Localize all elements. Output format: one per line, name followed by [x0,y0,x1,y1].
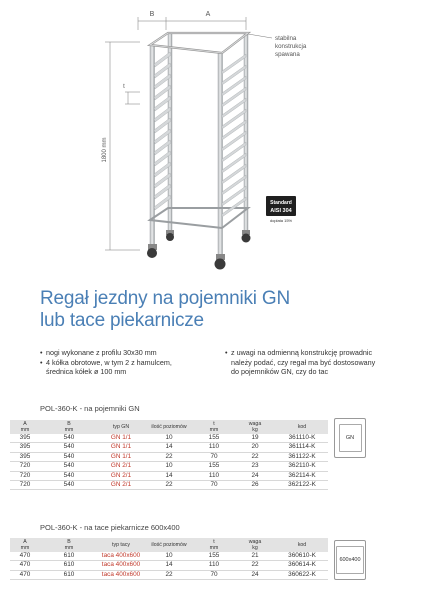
table-row: 470 610 taca 400x600 10 155 21 360610-K [10,552,328,561]
gn-icon-label: GN [345,435,355,441]
col-header: A mm [10,420,40,434]
section1-title: POL-360-K - na pojemniki GN [40,404,140,413]
badge-line3: dopłata 15% [269,218,293,223]
tray-icon-label: 600x400 [339,557,361,563]
col-header: kod [276,420,328,434]
aisi-badge [266,196,296,223]
col-header: ilość poziomów [144,420,194,434]
dimension-t [123,84,140,104]
rack-illustration [0,0,424,290]
features-right [225,348,415,377]
callout-line1: stabilna [275,35,297,42]
spec-table-gn [10,420,328,490]
table-row: 395 540 GN 1/1 10 155 19 361110-K [10,434,328,443]
section2-title: POL-360-K - na tace piekarnicze 600x400 [40,523,180,532]
table-header [10,420,328,434]
table-row: 395 540 GN 1/1 14 110 20 361114-K [10,443,328,452]
dim-height-label: 1800 mm [102,137,108,163]
bullet-item: • z uwagi na odmienną konstrukcję prowadnic [225,348,373,357]
col-header: B mm [40,538,98,552]
badge-line1: Standard [270,200,292,206]
bullet-item: • 4 kółka obrotowe, w tym 2 z hamulcem, [40,357,172,367]
product-title [40,288,290,332]
col-header: typ GN [98,420,144,434]
table-row: 395 540 GN 1/1 22 70 22 361122-K [10,452,328,461]
badge-line2: AISI 304 [270,208,292,214]
col-header: t mm [194,420,234,434]
table-row: 470 610 taca 400x600 22 70 24 360622-K [10,570,328,579]
col-header: waga kg [234,538,276,552]
bullet-item: • nogi wykonane z profilu 30x30 mm [40,348,157,357]
dimension-height [102,42,140,250]
col-header: waga kg [234,420,276,434]
tray-icon [334,540,366,580]
table-row: 720 540 GN 2/1 14 110 24 362114-K [10,471,328,480]
spec-table-trays [10,538,328,580]
table-row: 720 540 GN 2/1 22 70 26 362122-K [10,481,328,490]
dim-b-label: B [149,11,155,18]
rack-wheels [147,230,251,270]
col-header: typ tacy [98,538,144,552]
bullet-item: średnica kółek ø 100 mm [46,367,127,377]
col-header: A mm [10,538,40,552]
table-header [10,538,328,552]
features-left [40,348,200,377]
gn-container-icon [334,418,366,458]
title-line-1: Regał jezdny na pojemniki GN [40,288,290,309]
construction-callout [248,34,307,58]
col-header: B mm [40,420,98,434]
dim-t-label: t [123,84,125,90]
callout-line2: konstrukcja [275,43,307,50]
col-header: t mm [194,538,234,552]
table-row: 470 610 taca 400x600 14 110 22 360614-K [10,561,328,570]
table-row: 720 540 GN 2/1 10 155 23 362110-K [10,462,328,471]
title-line-2: lub tace piekarnicze [40,310,204,331]
col-header: kod [276,538,328,552]
col-header: ilość poziomów [144,538,194,552]
dimension-a [166,11,246,30]
dimension-b [138,11,166,30]
dim-a-label: A [205,11,211,18]
bullet-item: do pojemników GN, czy do tac [231,367,329,377]
callout-line3: spawana [275,51,300,58]
bullet-item: należy podać, czy regał ma być dostosowany [231,357,376,367]
